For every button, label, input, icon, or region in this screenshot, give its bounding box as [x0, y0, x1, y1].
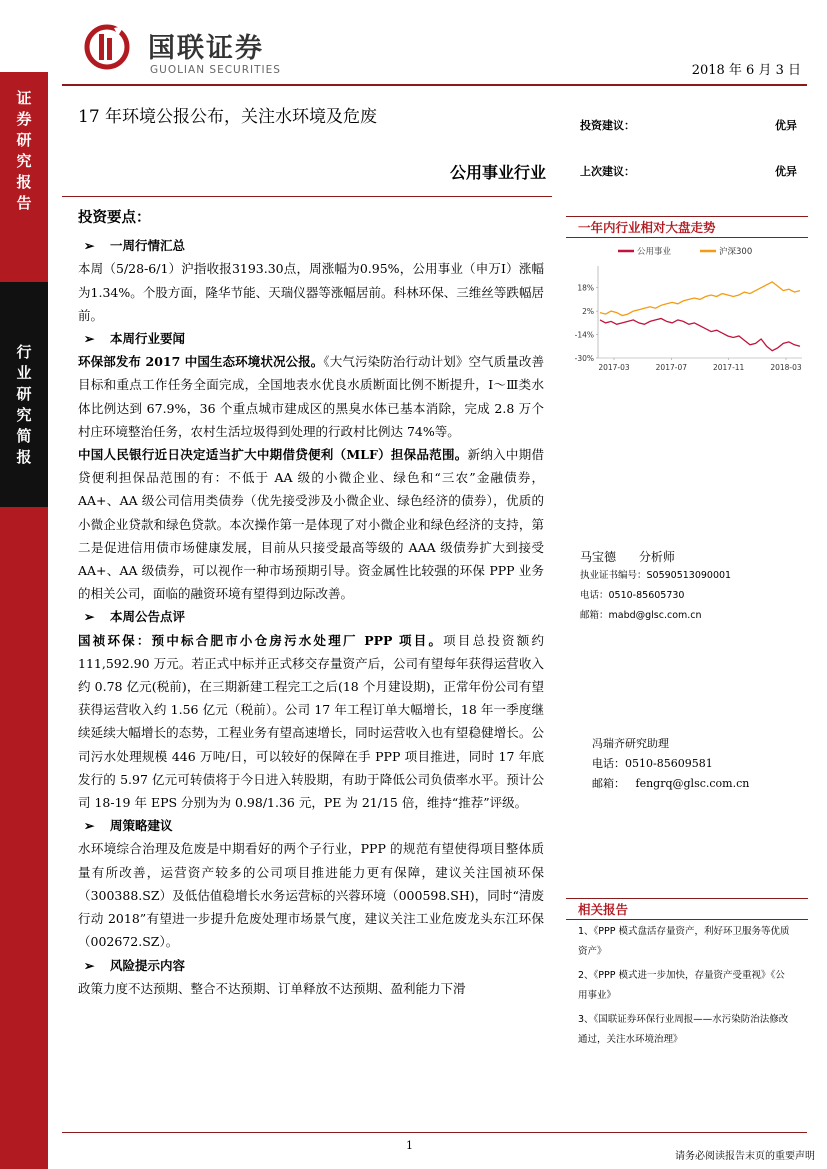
last-rating-label: 上次建议：	[580, 165, 635, 178]
spine-char: 究	[16, 152, 32, 170]
title-divider	[62, 196, 552, 197]
related-report-item[interactable]: 2、《PPP 模式进一步加快，存量资产受重视》《公用事业》	[578, 970, 785, 1001]
analyst-1-cert: 执业证书编号：S0590513090001	[580, 570, 732, 581]
page-number: 1	[406, 1139, 413, 1152]
series-line	[600, 282, 800, 316]
related-reports-list	[578, 922, 793, 1054]
related-report-item[interactable]: 3、《国联证券环保行业周报——水污染防治法修改通过，关注水环境治理》	[578, 1014, 789, 1045]
spine-label-brief	[0, 342, 48, 468]
news-body: 《大气污染防治行动计划》空气质量改善目标和重点工作任务全面完成，全国地表水优良水质断面比例不断提升，Ⅰ～Ⅲ类水体比例达到 67.9%，36 个重点城市建成区的黑臭水体已基本消除，完成 2.8 万个村庄环境整治任务，农村生活垃圾得到处理的行政村比例达 74%等。	[78, 354, 544, 439]
x-tick-label: 2017-03	[598, 363, 630, 372]
bullet-arrow-icon: ➢	[84, 818, 95, 834]
section-announcement-title	[78, 605, 544, 628]
analyst-title: 分析师	[638, 550, 675, 564]
news-headline: 环保部发布 2017 中国生态环境状况公报。	[78, 354, 324, 370]
legend-label: 沪深300	[719, 247, 753, 257]
main-content	[78, 206, 544, 1000]
footer-divider	[62, 1132, 807, 1133]
analyst-1-phone: 电话：0510-85605730	[580, 590, 685, 601]
left-spine	[0, 72, 48, 1169]
y-tick-label: 18%	[577, 283, 594, 293]
last-rating-value: 优异	[775, 165, 797, 178]
y-tick-label: 2%	[582, 307, 594, 317]
announcement-body: 项目总投资额约 111,592.90 万元。若正式中标并正式移交存量资产后，公司有望每年获得运营收入约 0.78 亿元(税前)，在三期新建工程完工之后(18 个月建设期)，正常年份公司有望获得运营收入约 1.56 亿元（税前）。公司 17 年工程订单大幅增长，18 年一季度继续延续大幅增长的态势，工程业务有望高速增长，同时运营收入也有望稳健增长。公司污水处理规模 446 万吨/日，可以较好的保障在手 PPP 项目推进，同时 17 年底发行的 5.97 亿元可转债将于今日进入转股期，有助于降低公司负债率水平。预计公司 18-19 年 EPS 分别为为 0.98/1.36 元，PE 为 21/15 倍，维持“推荐”评级。	[78, 632, 544, 811]
section-title-text: 本周公告点评	[110, 609, 186, 625]
spine-char: 告	[16, 194, 32, 212]
invest-rating-label: 投资建议：	[580, 119, 635, 132]
news-paragraph-2	[78, 443, 544, 605]
chart-top-divider	[566, 216, 808, 217]
section-weekly-summary-title	[78, 234, 544, 257]
x-tick-label: 2017-07	[655, 363, 688, 372]
y-tick-label: -14%	[574, 330, 594, 340]
bullet-arrow-icon: ➢	[84, 957, 95, 973]
spine-char: 券	[16, 110, 32, 128]
spine-char: 报	[16, 448, 32, 466]
section-title-text: 一周行情汇总	[110, 238, 186, 254]
section-industry-news-title	[78, 327, 544, 350]
bullet-arrow-icon: ➢	[84, 331, 95, 347]
company-logo-icon	[84, 24, 130, 70]
analyst-2-email-row	[592, 774, 749, 793]
spine-char: 报	[16, 173, 32, 191]
news-body: 新纳入中期借贷便利担保品范围的有：不低于 AA 级的小微企业、绿色和“三农”金融债券，AA+、AA 级公司信用类债券（优先接受涉及小微企业、绿色经济的债券），优质的小微企业贷款和绿色贷款。本次操作第一是体现了对小微企业和绿色经济的支持，第二是促进信用债市场健康发展，目前从只接受最高等级的 AAA 级债券扩大到接受 AA+、AA 级债券，可以视作一种市场预期引导。资金属性比较强的环保 PPP 业务的相关公司，面临的融资环境有望得到边际改善。	[78, 447, 544, 602]
related-title-divider	[566, 919, 808, 920]
invest-rating-value: 优异	[775, 119, 797, 132]
announcement-paragraph	[78, 629, 544, 815]
related-report-item[interactable]: 1、《PPP 模式盘活存量资产，利好环卫服务等优质资产》	[578, 926, 790, 957]
report-title: 17 年环境公报公布，关注水环境及危废	[78, 107, 378, 127]
company-name-en: GUOLIAN SECURITIES	[150, 64, 281, 76]
spine-char: 究	[16, 406, 32, 424]
strategy-paragraph: 水环境综合治理及危废是中期看好的两个子行业，PPP 的规范有望使得项目整体质量有所改善，运营资产较多的公司项目推进能力更有保障，建议关注国祯环保（300388.SZ）及低估值稳增长水务运营标的兴蓉环境（000598.SH)，同时“清废行动 2018”有望进一步提升危废处理市场景气度，建议关注工业危废龙头东江环保（002672.SZ）。	[78, 841, 544, 950]
announcement-headline: 国祯环保：预中标合肥市小仓房污水处理厂 PPP 项目。	[78, 632, 444, 648]
spine-label-report-type	[0, 88, 48, 214]
relative-performance-chart	[566, 240, 808, 380]
bullet-arrow-icon: ➢	[84, 238, 95, 254]
footer-notice: 请务必阅读报告末页的重要声明	[675, 1151, 815, 1162]
spine-char: 研	[16, 131, 32, 149]
analyst-1-email: 邮箱：mabd@glsc.com.cn	[580, 610, 702, 621]
analyst-2-email: fengrq@glsc.com.cn	[635, 777, 750, 790]
industry-name: 公用事业行业	[449, 163, 546, 182]
spine-char: 证	[16, 89, 32, 107]
header-divider	[62, 84, 807, 86]
news-paragraph-1	[78, 350, 544, 443]
email-label: 邮箱：	[592, 777, 625, 790]
chart-title-divider	[566, 237, 808, 238]
section-title-text: 风险提示内容	[110, 957, 186, 973]
x-tick-label: 2018-03	[770, 363, 802, 372]
spine-char: 业	[16, 364, 32, 382]
series-line	[600, 319, 800, 351]
news-headline: 中国人民银行近日决定适当扩大中期借贷便利（MLF）担保品范围。	[78, 447, 468, 463]
bullet-arrow-icon: ➢	[84, 609, 95, 625]
chart-title: 一年内行业相对大盘走势	[578, 220, 716, 235]
spine-char: 简	[16, 427, 32, 445]
section-risk-title	[78, 954, 544, 977]
spine-char: 研	[16, 385, 32, 403]
analyst-2-name: 冯瑞齐研究助理	[592, 737, 669, 750]
x-tick-label: 2017-11	[712, 363, 745, 372]
analyst-1-name-block	[580, 548, 675, 567]
legend-label: 公用事业	[637, 247, 672, 257]
related-reports-title: 相关报告	[578, 902, 629, 917]
analyst-name: 马宝德	[580, 550, 617, 564]
report-date: 2018 年 6 月 3 日	[691, 63, 801, 78]
related-top-divider	[566, 898, 808, 899]
analyst-2-phone: 电话：0510-85609581	[592, 757, 713, 770]
section-title-text: 周策略建议	[110, 818, 173, 834]
spine-char: 行	[16, 343, 32, 361]
section-strategy-title	[78, 814, 544, 837]
company-name: 国联证券	[148, 33, 264, 64]
y-tick-label: -30%	[574, 354, 594, 363]
invest-points-heading: 投资要点：	[78, 209, 151, 226]
section-title-text: 本周行业要闻	[110, 331, 186, 347]
section-weekly-summary-body: 本周（5/28-6/1）沪指收报3193.30点，周涨幅为0.95%，公用事业（申万Ⅰ）涨幅为1.34%。个股方面，隆华节能、天瑞仪器等涨幅居前。科林环保、三维丝等跌幅居前。	[78, 261, 544, 323]
risk-paragraph: 政策力度不达预期、整合不达预期、订单释放不达预期、盈利能力下滑	[78, 980, 466, 996]
